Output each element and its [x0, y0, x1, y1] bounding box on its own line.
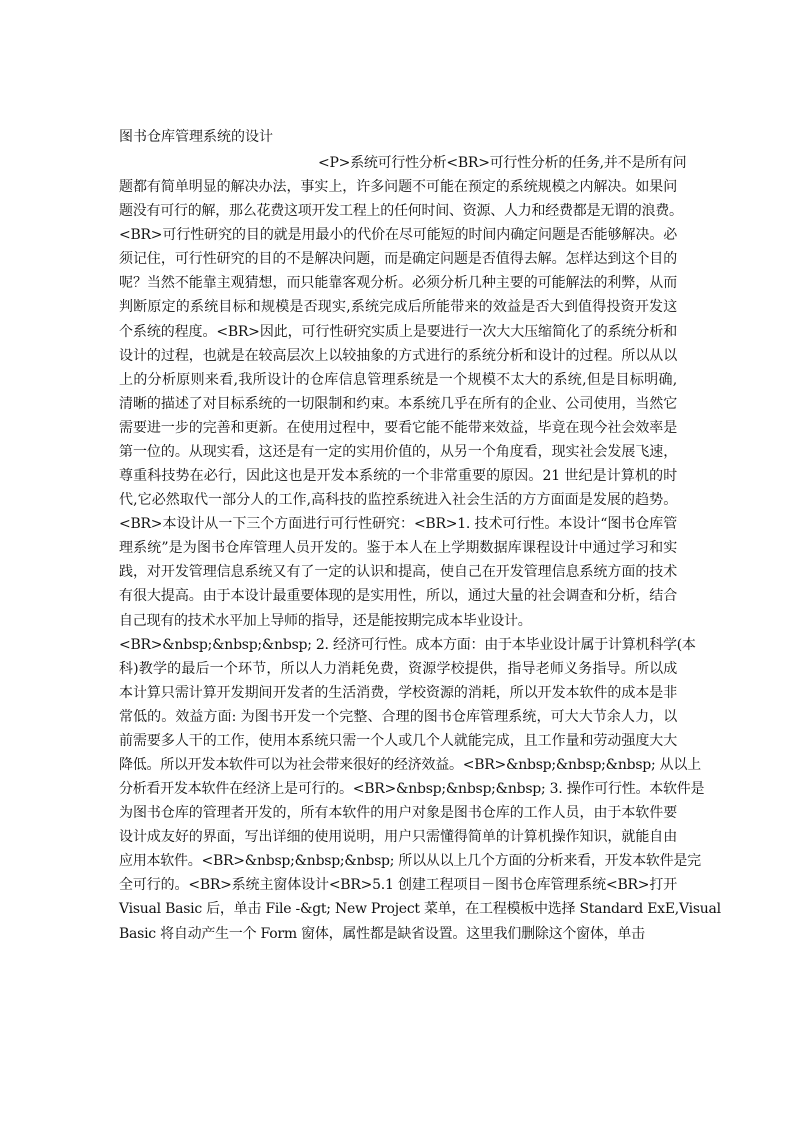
text-line: 须记住，可行性研究的目的不是解决问题，而是确定问题是否值得去解。怎样达到这个目的: [119, 251, 677, 268]
text-line: 本计算只需计算开发期间开发者的生活消费，学校资源的消耗，所以开发本软件的成本是非: [119, 684, 677, 701]
document-title: 图书仓库管理系统的设计: [119, 129, 273, 145]
text-line: <BR>本设计从一下三个方面进行可行性研究：<BR>1. 技术可行性。本设计“图书仓库管: [119, 516, 677, 533]
text-line: 前需要多人干的工作，使用本系统只需一个人或几个人就能完成，且工作量和劳动强度大大: [119, 732, 677, 749]
text-line: 设计成友好的界面，写出详细的使用说明，用户只需懂得简单的计算机操作知识，就能自由: [119, 829, 677, 846]
text-line: Basic 将自动产生一个 Form 窗体，属性都是缺省设置。这里我们删除这个窗体，单击: [119, 925, 645, 942]
text-line: 设计的过程，也就是在较高层次上以较抽象的方式进行的系统分析和设计的过程。所以从以: [119, 347, 677, 364]
text-line: 为图书仓库的管理者开发的，所有本软件的用户对象是图书仓库的工作人员，由于本软件要: [119, 805, 677, 822]
text-line: 有很大提高。由于本设计最重要体现的是实用性，所以，通过大量的社会调查和分析，结合: [119, 588, 677, 605]
text-line: 需要进一步的完善和更新。在使用过程中，要看它能不能带来效益，毕竟在现今社会效率是: [119, 419, 677, 436]
text-line: 尊重科技势在必行，因此这也是开发本系统的一个非常重要的原因。21 世纪是计算机的时: [119, 468, 677, 485]
text-line: 题都有简单明显的解决办法，事实上，许多问题不可能在预定的系统规模之内解决。如果问: [119, 179, 677, 196]
text-line: 应用本软件。<BR>&nbsp;&nbsp;&nbsp; 所以从以上几个方面的分析来看，开发本软件是完: [119, 853, 701, 870]
text-line: 代,它必然取代一部分人的工作,高科技的监控系统进入社会生活的方方面面是发展的趋势。: [119, 492, 677, 509]
text-line: 常低的。效益方面: 为图书开发一个完整、合理的图书仓库管理系统，可大大节余人力，以: [119, 708, 677, 725]
text-line: 第一位的。从现实看，这还是有一定的实用价值的，从另一个角度看，现实社会发展飞速，: [119, 443, 677, 460]
text-line: 分析看开发本软件在经济上是可行的。<BR>&nbsp;&nbsp;&nbsp; 3. 操作可行性。本软件是: [119, 781, 705, 798]
text-line: 理系统”是为图书仓库管理人员开发的。鉴于本人在上学期数据库课程设计中通过学习和实: [119, 540, 677, 557]
text-line: Visual Basic 后，单击 File -&gt; New Project 菜单，在工程模板中选择 Standard ExE,Visual: [119, 901, 721, 918]
text-line: 科)教学的最后一个环节，所以人力消耗免费，资源学校提供，指导老师义务指导。所以成: [119, 660, 677, 677]
text-line: 呢？当然不能靠主观猜想，而只能靠客观分析。必须分析几种主要的可能解法的利弊，从而: [119, 275, 677, 292]
text-line: 自己现有的技术水平加上导师的指导，还是能按期完成本毕业设计。: [119, 612, 532, 629]
text-line: 践，对开发管理信息系统又有了一定的认识和提高，使自己在开发管理信息系统方面的技术: [119, 564, 677, 581]
text-line: <BR>可行性研究的目的就是用最小的代价在尽可能短的时间内确定问题是否能够解决。必: [119, 227, 677, 244]
text-line: <P>系统可行性分析<BR>可行性分析的任务,并不是所有问: [318, 155, 687, 171]
text-line: 降低。所以开发本软件可以为社会带来很好的经济效益。<BR>&nbsp;&nbsp;&nbsp; 从以上: [119, 757, 701, 773]
text-line: 题没有可行的解，那么花费这项开发工程上的任何时间、资源、人力和经费都是无谓的浪费。: [119, 203, 683, 220]
text-line: 全可行的。<BR>系统主窗体设计<BR>5.1 创建工程项目－图书仓库管理系统<BR>打开: [119, 877, 677, 894]
text-line: 清晰的描述了对目标系统的一切限制和约束。本系统几乎在所有的企业、公司使用，当然它: [119, 395, 677, 412]
text-line: <BR>&nbsp;&nbsp;&nbsp; 2. 经济可行性。成本方面：由于本毕业设计属于计算机科学(本: [119, 636, 696, 653]
text-line: 上的分析原则来看,我所设计的仓库信息管理系统是一个规模不太大的系统,但是目标明确,: [119, 371, 677, 388]
text-line: 个系统的程度。<BR>因此，可行性研究实质上是要进行一次大大压缩简化了的系统分析和: [119, 323, 677, 340]
text-line: 判断原定的系统目标和规模是否现实,系统完成后所能带来的效益是否大到值得投资开发这: [119, 299, 677, 316]
